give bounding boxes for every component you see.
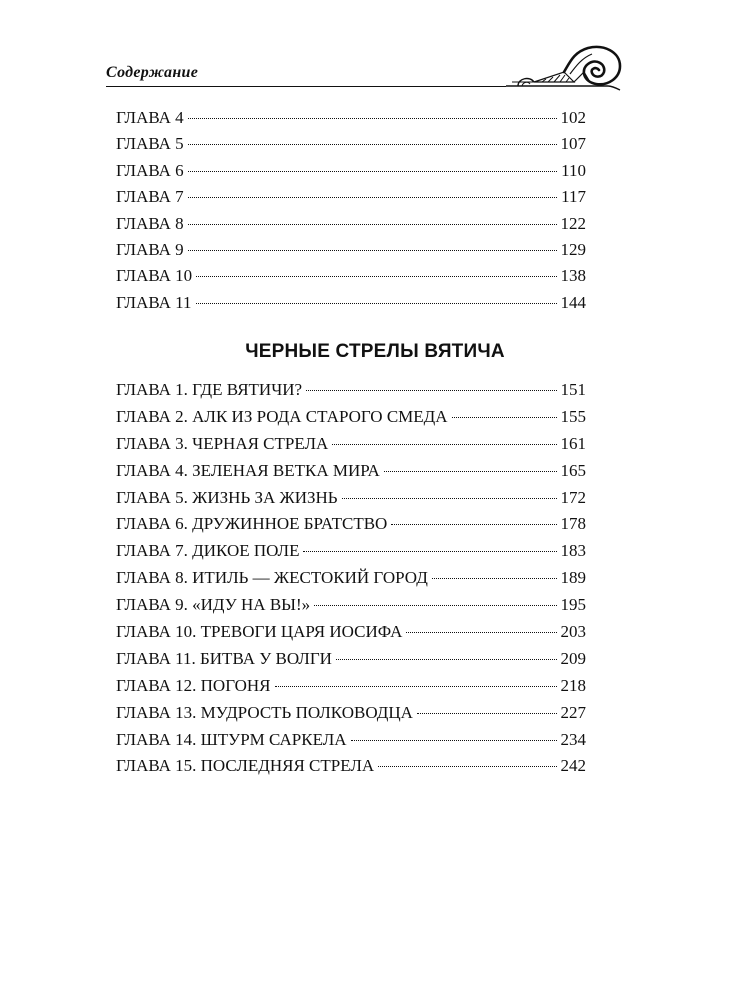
toc-page-number: 117 <box>561 187 586 207</box>
toc-entry-title: ГЛАВА 5 <box>116 134 184 154</box>
dot-leader <box>406 632 556 633</box>
toc-entry <box>116 263 586 289</box>
toc-entry <box>116 458 586 485</box>
toc-page-number: 129 <box>560 239 586 259</box>
toc-entry <box>116 290 586 316</box>
toc-page-number: 144 <box>560 292 586 312</box>
dot-leader <box>351 740 557 741</box>
dot-leader <box>336 659 557 660</box>
dot-leader <box>188 224 557 225</box>
toc-page-number: 234 <box>560 729 586 749</box>
toc-entry <box>116 237 586 263</box>
dot-leader <box>452 417 557 418</box>
dot-leader <box>332 444 556 445</box>
toc-entry-title: ГЛАВА 13. МУДРОСТЬ ПОЛКОВОДЦА <box>116 702 413 722</box>
toc-entry-title: ГЛАВА 6. ДРУЖИННОЕ БРАТСТВО <box>116 514 388 534</box>
toc-entry-title: ГЛАВА 10 <box>116 266 193 286</box>
toc-page-number: 189 <box>560 568 586 588</box>
toc-entry-title: ГЛАВА 9. «ИДУ НА ВЫ!» <box>116 595 311 615</box>
toc-entry-title: ГЛАВА 11 <box>116 292 192 312</box>
running-head <box>106 58 626 90</box>
toc-page-number: 195 <box>560 595 586 615</box>
toc-entry <box>116 404 586 431</box>
dot-leader <box>188 144 557 145</box>
toc-entry <box>116 431 586 458</box>
toc-entry <box>116 700 586 727</box>
dot-leader <box>384 471 557 472</box>
toc-page-number: 102 <box>560 108 586 127</box>
toc-entry-title: ГЛАВА 8. ИТИЛЬ — ЖЕСТОКИЙ ГОРОД <box>116 568 428 588</box>
toc-page-number: 218 <box>560 675 586 695</box>
toc-page-number: 172 <box>560 487 586 507</box>
toc-entry-title: ГЛАВА 9 <box>116 239 184 259</box>
toc-entry-title: ГЛАВА 4 <box>116 108 184 127</box>
dot-leader <box>432 578 557 579</box>
toc-page-number: 227 <box>560 702 586 722</box>
toc-page-number: 161 <box>560 433 586 453</box>
toc-entry <box>116 184 586 210</box>
dot-leader <box>417 713 557 714</box>
toc-entry <box>116 538 586 565</box>
dot-leader <box>196 303 557 304</box>
toc-entry-title: ГЛАВА 8 <box>116 213 184 233</box>
toc-entry <box>116 131 586 157</box>
toc-entry-title: ГЛАВА 11. БИТВА У ВОЛГИ <box>116 648 332 668</box>
dot-leader <box>188 118 557 119</box>
running-title: Содержание <box>106 64 199 81</box>
toc-entry-title: ГЛАВА 15. ПОСЛЕДНЯЯ СТРЕЛА <box>116 756 375 776</box>
toc-entry-title: ГЛАВА 3. ЧЕРНАЯ СТРЕЛА <box>116 433 329 453</box>
toc-entry-title: ГЛАВА 7 <box>116 187 184 207</box>
toc-list-second <box>116 377 586 780</box>
toc-page-number: 110 <box>561 160 586 180</box>
toc-entry-title: ГЛАВА 14. ШТУРМ САРКЕЛА <box>116 729 347 749</box>
toc-page-number: 183 <box>560 541 586 561</box>
toc-page-number: 242 <box>560 756 586 776</box>
toc-entry <box>116 565 586 592</box>
toc-entry <box>116 619 586 646</box>
toc-page-number: 178 <box>560 514 586 534</box>
toc-entry <box>116 727 586 754</box>
toc-entry <box>116 646 586 673</box>
toc-page-number: 203 <box>560 622 586 642</box>
dot-leader <box>188 250 557 251</box>
dot-leader <box>303 551 556 552</box>
toc-entry <box>116 377 586 404</box>
dot-leader <box>342 498 557 499</box>
dot-leader <box>196 276 556 277</box>
toc-entry-title: ГЛАВА 12. ПОГОНЯ <box>116 675 271 695</box>
toc-page-number: 107 <box>560 134 586 154</box>
dot-leader <box>188 197 557 198</box>
toc-entry <box>116 511 586 538</box>
dot-leader <box>391 524 556 525</box>
toc-entry <box>116 158 586 184</box>
toc-entry-title: ГЛАВА 1. ГДЕ ВЯТИЧИ? <box>116 380 303 399</box>
toc-entry <box>116 105 586 131</box>
dot-leader <box>188 171 557 172</box>
toc-page-number: 122 <box>560 213 586 233</box>
toc-entry-title: ГЛАВА 2. АЛК ИЗ РОДА СТАРОГО СМЕДА <box>116 406 448 426</box>
toc-page-number: 209 <box>560 648 586 668</box>
toc-entry <box>116 753 586 780</box>
dot-leader <box>378 766 556 767</box>
dot-leader <box>275 686 557 687</box>
toc-entry <box>116 673 586 700</box>
toc-entry <box>116 485 586 512</box>
dot-leader <box>314 605 556 606</box>
toc-entry <box>116 211 586 237</box>
toc-entry-title: ГЛАВА 6 <box>116 160 184 180</box>
toc-page-number: 138 <box>560 266 586 286</box>
section-title: ЧЕРНЫЕ СТРЕЛЫ ВЯТИЧА <box>245 341 505 362</box>
toc-entry-title: ГЛАВА 4. ЗЕЛЕНАЯ ВЕТКА МИРА <box>116 460 380 480</box>
toc-entry-title: ГЛАВА 7. ДИКОЕ ПОЛЕ <box>116 541 300 561</box>
toc-page-number: 155 <box>560 406 586 426</box>
toc-entry-title: ГЛАВА 10. ТРЕВОГИ ЦАРЯ ИОСИФА <box>116 622 403 642</box>
toc-entry <box>116 592 586 619</box>
scroll-ornament-icon <box>504 42 626 92</box>
toc-list-first <box>116 105 586 316</box>
toc-page-number: 165 <box>560 460 586 480</box>
dot-leader <box>306 390 556 391</box>
header-rule <box>106 86 506 87</box>
toc-entry-title: ГЛАВА 5. ЖИЗНЬ ЗА ЖИЗНЬ <box>116 487 338 507</box>
toc-page-number: 151 <box>560 380 586 399</box>
